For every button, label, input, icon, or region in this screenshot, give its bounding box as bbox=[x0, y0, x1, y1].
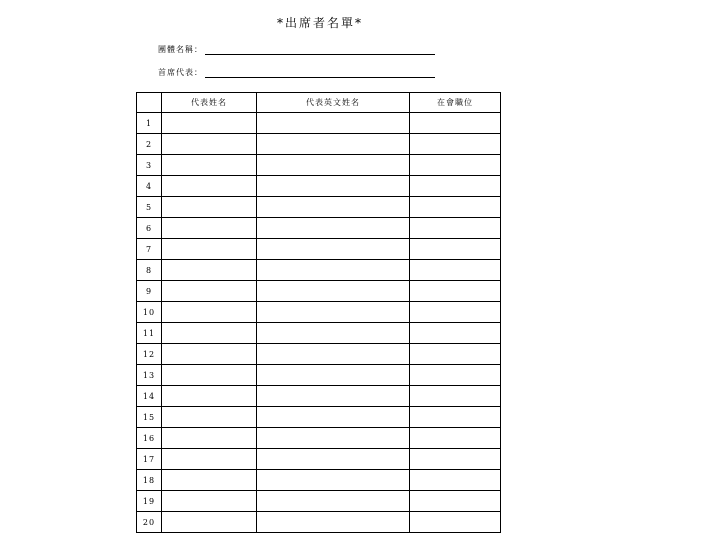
row-number: 1 bbox=[137, 113, 162, 134]
group-name-blank[interactable] bbox=[205, 47, 435, 55]
chief-delegate-field bbox=[158, 67, 435, 78]
cell-position[interactable] bbox=[410, 386, 501, 407]
row-number: 5 bbox=[137, 197, 162, 218]
cell-delegate-english-name[interactable] bbox=[257, 218, 410, 239]
cell-delegate-name[interactable] bbox=[162, 512, 257, 533]
table-row bbox=[137, 386, 501, 407]
cell-delegate-name[interactable] bbox=[162, 281, 257, 302]
row-number: 8 bbox=[137, 260, 162, 281]
cell-delegate-english-name[interactable] bbox=[257, 197, 410, 218]
cell-position[interactable] bbox=[410, 155, 501, 176]
attendee-table bbox=[136, 92, 501, 533]
row-number: 11 bbox=[137, 323, 162, 344]
group-name-field bbox=[158, 44, 435, 55]
cell-position[interactable] bbox=[410, 470, 501, 491]
table-row bbox=[137, 155, 501, 176]
chief-delegate-blank[interactable] bbox=[205, 70, 435, 78]
cell-delegate-english-name[interactable] bbox=[257, 428, 410, 449]
cell-position[interactable] bbox=[410, 512, 501, 533]
cell-delegate-english-name[interactable] bbox=[257, 470, 410, 491]
cell-position[interactable] bbox=[410, 197, 501, 218]
cell-delegate-name[interactable] bbox=[162, 113, 257, 134]
col-header-name: 代表姓名 bbox=[162, 93, 257, 113]
row-number: 10 bbox=[137, 302, 162, 323]
table-row bbox=[137, 176, 501, 197]
table-row bbox=[137, 449, 501, 470]
row-number: 18 bbox=[137, 470, 162, 491]
row-number: 6 bbox=[137, 218, 162, 239]
row-number: 13 bbox=[137, 365, 162, 386]
cell-delegate-name[interactable] bbox=[162, 197, 257, 218]
cell-delegate-english-name[interactable] bbox=[257, 386, 410, 407]
cell-delegate-name[interactable] bbox=[162, 491, 257, 512]
cell-delegate-english-name[interactable] bbox=[257, 239, 410, 260]
table-row bbox=[137, 281, 501, 302]
cell-position[interactable] bbox=[410, 113, 501, 134]
row-number: 19 bbox=[137, 491, 162, 512]
cell-delegate-english-name[interactable] bbox=[257, 281, 410, 302]
cell-delegate-english-name[interactable] bbox=[257, 260, 410, 281]
table-row bbox=[137, 491, 501, 512]
cell-position[interactable] bbox=[410, 491, 501, 512]
cell-delegate-name[interactable] bbox=[162, 155, 257, 176]
row-number: 16 bbox=[137, 428, 162, 449]
row-number: 4 bbox=[137, 176, 162, 197]
table-row bbox=[137, 344, 501, 365]
table-row bbox=[137, 470, 501, 491]
table-row bbox=[137, 365, 501, 386]
cell-delegate-english-name[interactable] bbox=[257, 323, 410, 344]
cell-delegate-name[interactable] bbox=[162, 365, 257, 386]
cell-position[interactable] bbox=[410, 302, 501, 323]
cell-delegate-english-name[interactable] bbox=[257, 407, 410, 428]
cell-position[interactable] bbox=[410, 407, 501, 428]
cell-position[interactable] bbox=[410, 365, 501, 386]
cell-delegate-name[interactable] bbox=[162, 407, 257, 428]
table-row bbox=[137, 407, 501, 428]
cell-delegate-english-name[interactable] bbox=[257, 491, 410, 512]
cell-delegate-english-name[interactable] bbox=[257, 134, 410, 155]
row-number: 7 bbox=[137, 239, 162, 260]
row-number: 15 bbox=[137, 407, 162, 428]
cell-delegate-name[interactable] bbox=[162, 302, 257, 323]
table-row bbox=[137, 239, 501, 260]
row-number: 3 bbox=[137, 155, 162, 176]
cell-delegate-english-name[interactable] bbox=[257, 113, 410, 134]
chief-delegate-label: 首席代表： bbox=[158, 68, 203, 77]
cell-position[interactable] bbox=[410, 134, 501, 155]
cell-delegate-english-name[interactable] bbox=[257, 365, 410, 386]
row-number: 12 bbox=[137, 344, 162, 365]
cell-delegate-english-name[interactable] bbox=[257, 155, 410, 176]
table-row bbox=[137, 134, 501, 155]
table-row bbox=[137, 428, 501, 449]
cell-position[interactable] bbox=[410, 260, 501, 281]
document-title: *出席者名單* bbox=[276, 16, 363, 30]
cell-position[interactable] bbox=[410, 281, 501, 302]
cell-delegate-name[interactable] bbox=[162, 260, 257, 281]
cell-delegate-name[interactable] bbox=[162, 323, 257, 344]
row-number: 9 bbox=[137, 281, 162, 302]
cell-delegate-english-name[interactable] bbox=[257, 176, 410, 197]
table-row bbox=[137, 260, 501, 281]
table-row bbox=[137, 323, 501, 344]
cell-delegate-name[interactable] bbox=[162, 344, 257, 365]
table-row bbox=[137, 218, 501, 239]
cell-delegate-name[interactable] bbox=[162, 449, 257, 470]
cell-delegate-name[interactable] bbox=[162, 239, 257, 260]
table-header-row bbox=[137, 93, 501, 113]
cell-delegate-name[interactable] bbox=[162, 218, 257, 239]
cell-position[interactable] bbox=[410, 449, 501, 470]
cell-delegate-english-name[interactable] bbox=[257, 449, 410, 470]
table-row bbox=[137, 113, 501, 134]
col-header-english-name: 代表英文姓名 bbox=[257, 93, 410, 113]
cell-position[interactable] bbox=[410, 428, 501, 449]
row-number: 20 bbox=[137, 512, 162, 533]
col-header-number bbox=[137, 93, 162, 113]
row-number: 17 bbox=[137, 449, 162, 470]
cell-position[interactable] bbox=[410, 176, 501, 197]
attendee-table-body bbox=[137, 113, 501, 533]
cell-delegate-name[interactable] bbox=[162, 176, 257, 197]
table-row bbox=[137, 512, 501, 533]
cell-position[interactable] bbox=[410, 239, 501, 260]
table-row bbox=[137, 197, 501, 218]
cell-delegate-name[interactable] bbox=[162, 386, 257, 407]
cell-delegate-name[interactable] bbox=[162, 428, 257, 449]
table-row bbox=[137, 302, 501, 323]
col-header-position: 在會職位 bbox=[410, 93, 501, 113]
cell-delegate-name[interactable] bbox=[162, 134, 257, 155]
cell-delegate-english-name[interactable] bbox=[257, 344, 410, 365]
cell-delegate-name[interactable] bbox=[162, 470, 257, 491]
row-number: 14 bbox=[137, 386, 162, 407]
cell-delegate-english-name[interactable] bbox=[257, 302, 410, 323]
cell-delegate-english-name[interactable] bbox=[257, 512, 410, 533]
cell-position[interactable] bbox=[410, 344, 501, 365]
group-name-label: 團體名稱： bbox=[158, 45, 203, 54]
cell-position[interactable] bbox=[410, 323, 501, 344]
cell-position[interactable] bbox=[410, 218, 501, 239]
row-number: 2 bbox=[137, 134, 162, 155]
